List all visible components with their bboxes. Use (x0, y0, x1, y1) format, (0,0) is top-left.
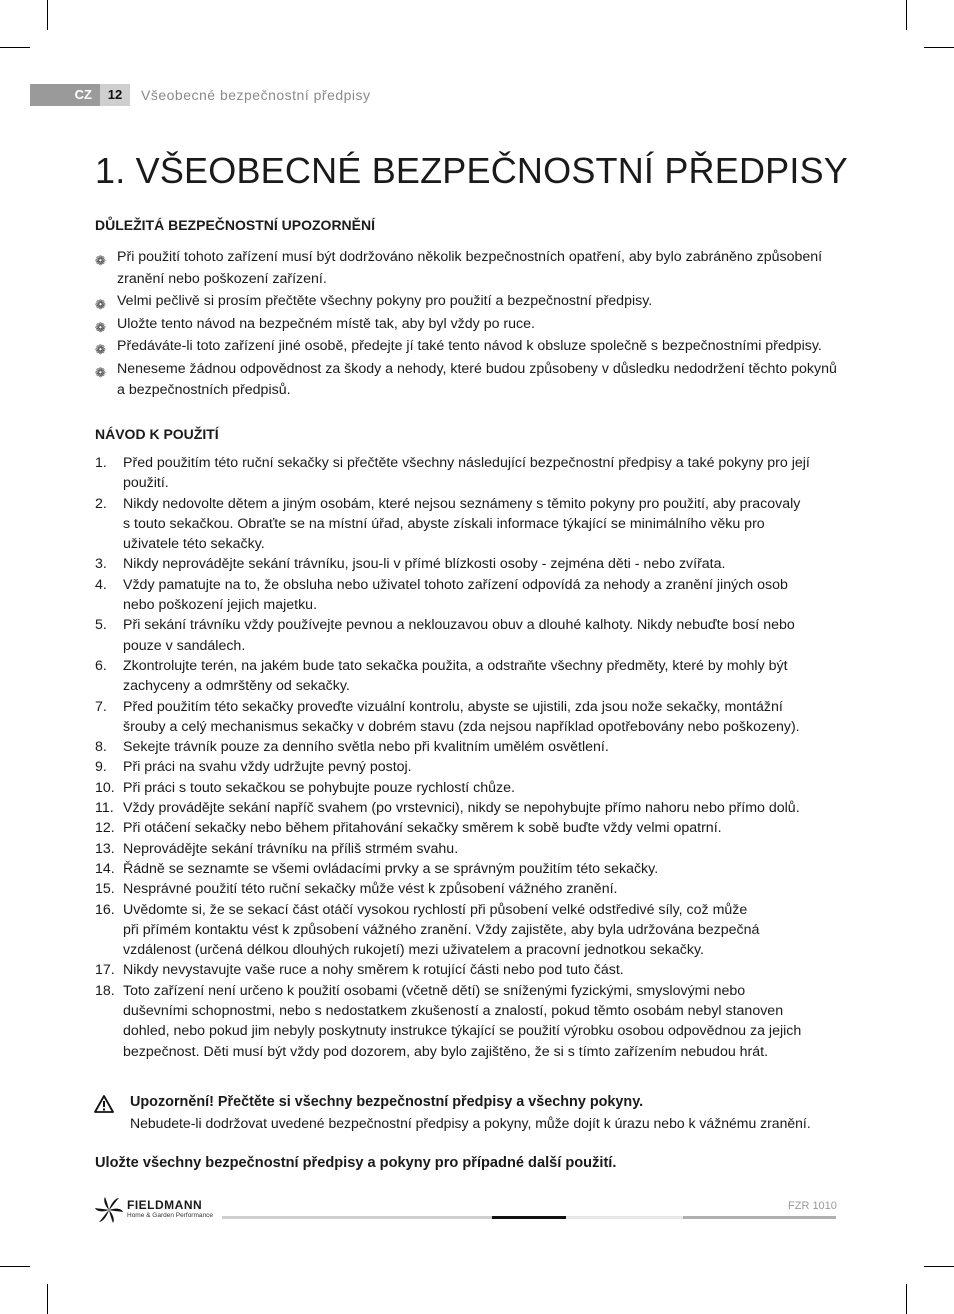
item-text-line: s touto sekačkou. Obraťte se na místní úřad, abyste získali informace týkající se minimálního věku pro (123, 515, 765, 532)
running-header: Všeobecné bezpečnostní předpisy (141, 87, 371, 103)
item-text-line: Před použitím této ruční sekačky si přečtěte všechny následující bezpečnostní předpisy a také pokyny pro její (123, 455, 810, 471)
gear-bullet-icon: ❁ (95, 319, 106, 335)
list-item-text: Uložte tento návod na bezpečném místě tak, aby byl vždy po ruce. (117, 315, 535, 332)
list-item-text: Předáváte-li toto zařízení jiné osobě, předejte jí také tento návod k obsluze společně s bezpečnostními předpisy. (117, 338, 822, 354)
list-item (95, 798, 840, 818)
list-item (95, 615, 840, 656)
page-number: 12 (100, 84, 130, 106)
gear-bullet-icon: ❁ (95, 297, 106, 312)
list-item (95, 336, 840, 358)
item-number: 8. (95, 739, 107, 756)
crop-mark (906, 0, 907, 30)
item-text-line: dohled, nebo pokud jim nebyly poskytnuty instrukce týkající se použití výrobku osobou odpovědnou za jejich (123, 1023, 802, 1040)
list-item (95, 314, 840, 336)
item-number: 16. (95, 901, 115, 918)
usage-list (95, 453, 840, 1062)
list-item-text: Neneseme žádnou odpovědnost za škody a nehody, které budou způsobeny v důsledku nedodržení těchto pokynů a bezpečnostních předpisů. (117, 360, 837, 398)
footer-rule (492, 1216, 566, 1219)
gear-bullet-icon: ❁ (95, 253, 106, 268)
item-number: 12. (95, 820, 115, 837)
item-number: 5. (95, 617, 107, 634)
list-item (95, 778, 840, 798)
list-item (95, 247, 840, 290)
item-text-line: Vždy pamatujte na to, že obsluha nebo uživatel tohoto zařízení odpovídá za nehody a zranění jiných osob (123, 576, 788, 593)
crop-mark (0, 47, 30, 48)
brand-tagline: Home & Garden Performance (127, 1212, 213, 1219)
list-item (95, 359, 840, 402)
list-item (95, 575, 840, 616)
crop-mark (924, 47, 954, 48)
item-number: 14. (95, 860, 115, 877)
item-text-line: Při práci s touto sekačkou se pohybujte pouze rychlostí chůze. (123, 779, 515, 796)
warning-text: Nebudete-li dodržovat uvedené bezpečnostní předpisy a pokyny, může dojít k úrazu nebo k vážnému zranění. (130, 1115, 811, 1131)
list-item (95, 818, 840, 838)
footer-rule (566, 1216, 683, 1219)
model-number: FZR 1010 (788, 1200, 837, 1212)
item-text-line: Toto zařízení není určeno k použití osobami (včetně dětí) se sníženými fyzickými, smyslovými nebo (123, 982, 746, 999)
item-text-line: šrouby a celý mechanismus sekačky v dobrém stavu (zda nejsou například opotřebovány nebo poškozeny). (123, 718, 800, 735)
important-heading: DŮLEŽITÁ BEZPEČNOSTNÍ UPOZORNĚNÍ (95, 217, 376, 233)
item-text-line: Při otáčení sekačky nebo během přitahování sekačky směrem k sobě buďte vždy velmi opatrní. (123, 820, 722, 837)
crop-mark (906, 1284, 907, 1314)
item-number: 1. (95, 455, 107, 471)
list-item (95, 879, 840, 899)
item-text-line: bezpečnost. Děti musí být vždy pod dozorem, aby bylo zajištěno, že si s tímto zařízením nebudou hrát. (123, 1043, 769, 1060)
item-text-line: pouze v sandálech. (123, 637, 246, 654)
list-item (95, 737, 840, 757)
crop-mark (47, 0, 48, 30)
list-item-text: Velmi pečlivě si prosím přečtěte všechny pokyny pro použití a bezpečnostní předpisy. (117, 293, 653, 309)
item-text-line: zachyceny a odmrštěny od sekačky. (123, 678, 350, 695)
gear-bullet-icon: ❁ (95, 364, 106, 380)
item-text-line: Nikdy nedovolte dětem a jiným osobám, které nejsou seznámeny s těmito pokyny pro použití, aby pracovaly (123, 495, 801, 512)
crop-mark (47, 1284, 48, 1314)
item-number: 7. (95, 698, 107, 715)
list-item (95, 554, 840, 574)
item-number: 4. (95, 576, 107, 593)
item-text-line: Sekejte trávník pouze za denního světla nebo při kvalitním umělém osvětlení. (123, 739, 609, 756)
item-text-line: Při sekání trávníku vždy používejte pevnou a neklouzavou obuv a dlouhé kalhoty. Nikdy nebuďte bosí nebo (123, 617, 795, 634)
item-text-line: Zkontrolujte terén, na jakém bude tato sekačka použita, a odstraňte všechny předměty, které by mohly být (123, 657, 788, 674)
item-number: 3. (95, 556, 107, 573)
list-item (95, 697, 840, 738)
item-text-line: Nikdy neprovádějte sekání trávníku, jsou-li v přímé blízkosti osoby - zejména děti - nebo zvířata. (123, 556, 726, 573)
list-item (95, 859, 840, 879)
item-text-line: Nikdy nevystavujte vaše ruce a nohy směrem k rotující části nebo pod tuto část. (123, 962, 624, 979)
footer-rule (683, 1216, 836, 1219)
fieldmann-logo-icon (94, 1196, 124, 1224)
item-text-line: Nesprávné použití této ruční sekačky může vést k způsobení vážného zranění. (123, 881, 618, 898)
item-text-line: Vždy provádějte sekání napříč svahem (po vrstevnici), nikdy se nepohybujte přímo nahoru nebo přímo dolů. (123, 800, 800, 817)
item-number: 18. (95, 982, 115, 999)
list-item (95, 291, 840, 313)
usage-heading: NÁVOD K POUŽITÍ (95, 426, 219, 442)
list-item (95, 453, 840, 494)
item-text-line: Neprovádějte sekání trávníku na příliš strmém svahu. (123, 840, 459, 857)
item-text-line: duševními schopnostmi, nebo s nedostatkem zkušeností a znalostí, pokud těmto osobám nebyl stanoven (123, 1003, 784, 1020)
crop-mark (924, 1266, 954, 1267)
list-item (95, 839, 840, 859)
item-number: 10. (95, 779, 115, 796)
item-text-line: Při práci na svahu vždy udržujte pevný postoj. (123, 759, 412, 776)
item-text-line: Před použitím této sekačky proveďte vizuální kontrolu, abyste se ujistili, zda jsou nože sekačky, montážní (123, 698, 783, 715)
list-item-text: Při použití tohoto zařízení musí být dodržováno několik bezpečnostních opatření, aby bylo zabráněno způsobení zranění nebo poškození zařízení. (117, 249, 823, 287)
item-number: 6. (95, 657, 107, 674)
item-number: 9. (95, 759, 107, 776)
footer-rule (222, 1216, 492, 1219)
list-item (95, 494, 840, 555)
item-text-line: uživatele této sekačky. (123, 536, 265, 553)
gear-bullet-icon: ❁ (95, 342, 106, 357)
item-number: 11. (95, 800, 114, 817)
item-text-line: použití. (123, 475, 169, 492)
item-text-line: Uvědomte si, že se sekací část otáčí vysokou rychlostí při působení velké odstředivé síly, což může (123, 901, 748, 918)
item-text-line: při přímém kontaktu vést k způsobení vážného zranění. Vždy zajistěte, aby byla udržována bezpečná (123, 921, 760, 938)
important-list (95, 247, 840, 403)
list-item (95, 757, 840, 777)
page-title: 1. VŠEOBECNÉ BEZPEČNOSTNÍ PŘEDPISY (95, 150, 848, 191)
item-text-line: vzdálenost (určená délkou dlouhých rukojetí) mezi uživatelem a pracovní jednotkou sekačky. (123, 942, 704, 959)
final-note: Uložte všechny bezpečnostní předpisy a pokyny pro případné další použití. (95, 1155, 617, 1171)
list-item (95, 981, 840, 1062)
item-text-line: nebo poškození jejich majetku. (123, 597, 318, 614)
item-number: 13. (95, 840, 115, 857)
item-number: 2. (95, 495, 107, 512)
item-text-line: Řádně se seznamte se všemi ovládacími prvky a se správným použitím této sekačky. (123, 860, 659, 877)
list-item (95, 960, 840, 980)
warning-title: Upozornění! Přečtěte si všechny bezpečnostní předpisy a všechny pokyny. (130, 1094, 644, 1110)
item-number: 17. (95, 962, 115, 979)
item-number: 15. (95, 881, 115, 898)
brand-name: FIELDMANN (127, 1198, 203, 1212)
list-item (95, 900, 840, 961)
warning-triangle-icon (94, 1095, 114, 1113)
crop-mark (0, 1266, 30, 1267)
language-label: CZ (74, 87, 92, 102)
list-item (95, 656, 840, 697)
